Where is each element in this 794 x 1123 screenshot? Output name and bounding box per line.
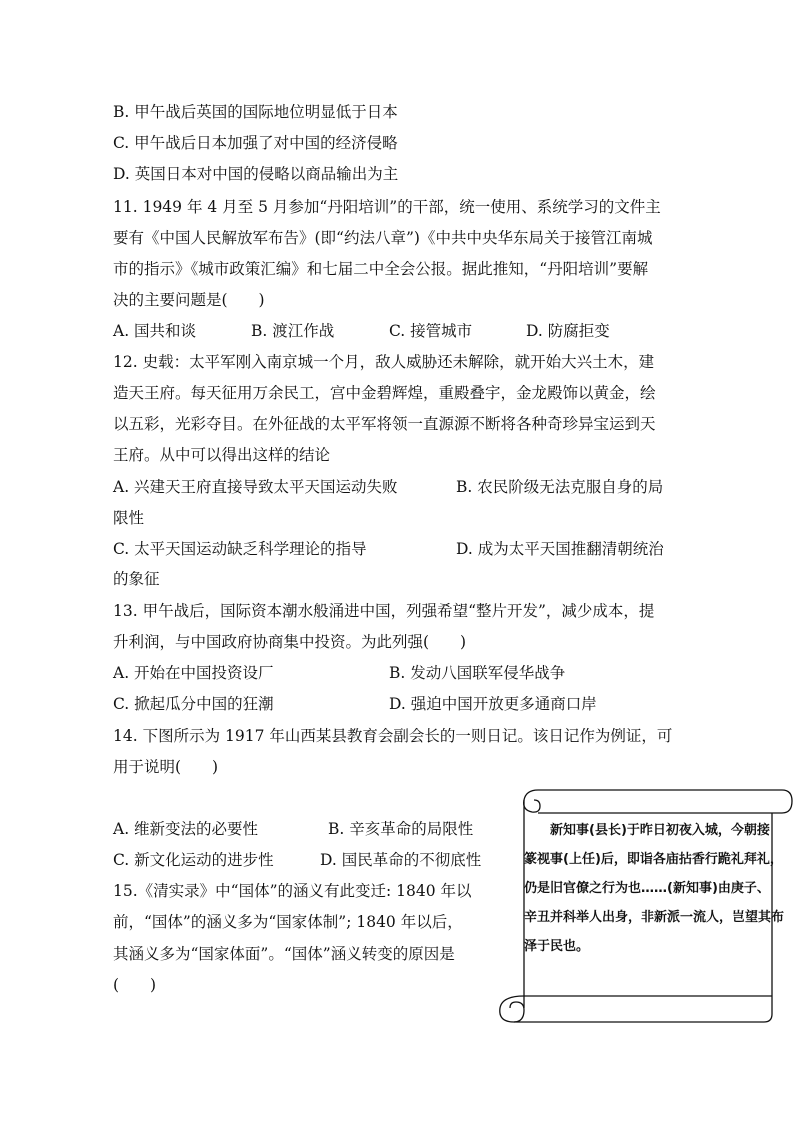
q12-option-c: C. 太平天国运动缺乏科学理论的指导 <box>113 540 367 558</box>
q12-stem-line-3: 以五彩，光彩夺目。在外征战的太平军将领一直源源不断将各种奇珍异宝运到天 <box>113 415 656 433</box>
q11-option-a: A. 国共和谈 <box>113 322 197 340</box>
q10-option-c: C. 甲午战后日本加强了对中国的经济侵略 <box>113 134 398 152</box>
q15-stem-line-3: 其涵义多为“国家体面”。“国体”涵义转变的原因是 <box>113 945 455 963</box>
q12-option-b: B. 农民阶级无法克服自身的局 <box>456 478 664 496</box>
q14-option-d: D. 国民革命的不彻底性 <box>320 851 482 869</box>
q14-stem-line-2: 用于说明( ) <box>113 758 219 776</box>
q12-stem-line-4: 王府。从中可以得出这样的结论 <box>113 446 331 464</box>
q13-option-c: C. 掀起瓜分中国的狂潮 <box>113 695 274 713</box>
q12-option-d: D. 成为太平天国推翻清朝统治 <box>456 540 664 558</box>
q11-stem-line-2: 要有《中国人民解放军布告》(即“约法八章”)《中共中央华东局关于接管江南城 <box>113 229 653 247</box>
q13-option-d: D. 强迫中国开放更多通商口岸 <box>389 695 597 713</box>
q11-stem-line-4: 决的主要问题是( ) <box>113 291 265 309</box>
diary-line: 篆视事(上任)后，即诣各庙拈香行跪礼拜礼， <box>524 852 783 867</box>
q13-stem-line-1: 13. 甲午战后，国际资本潮水般涌进中国，列强希望“整片开发”，减少成本，提 <box>113 602 655 620</box>
diary-line: 泽于民也。 <box>524 939 590 954</box>
q15-stem-line-2: 前，“国体”的涵义多为“国家体制”; 1840 年以后， <box>113 913 463 931</box>
q11-option-d: D. 防腐拒变 <box>526 322 610 340</box>
q15-stem-line-4: ( ) <box>113 976 157 994</box>
diary-line: 仍是旧官僚之行为也……(新知事)由庚子、 <box>524 881 770 896</box>
q10-option-d: D. 英国日本对中国的侵略以商品输出为主 <box>113 165 399 183</box>
q12-option-b-cont: 限性 <box>113 509 145 527</box>
q14-option-a: A. 维新变法的必要性 <box>113 820 259 838</box>
diary-line: 新知事(县长)于昨日初夜入城，今朝接 <box>524 823 770 838</box>
diary-text <box>524 816 785 961</box>
q12-stem-line-2: 造天王府。每天征用万余民工，宫中金碧辉煌，重殿叠宇，金龙殿饰以黄金，绘 <box>113 384 656 402</box>
q14-stem-line-1: 14. 下图所示为 1917 年山西某县教育会副会长的一则日记。该日记作为例证，可 <box>113 727 673 745</box>
diary-line: 辛丑并科举人出身，非新派一流人，岂望其布 <box>524 910 785 925</box>
q10-option-b: B. 甲午战后英国的国际地位明显低于日本 <box>113 103 398 121</box>
q13-stem-line-2: 升利润，与中国政府协商集中投资。为此列强( ) <box>113 633 467 651</box>
q11-option-b: B. 渡江作战 <box>251 322 335 340</box>
q13-option-a: A. 开始在中国投资设厂 <box>113 664 274 682</box>
q11-stem-line-1: 11. 1949 年 4 月至 5 月参加“丹阳培训”的干部，统一使用、系统学习的文件主 <box>113 198 661 216</box>
diary-scroll-figure <box>494 786 794 1026</box>
q11-option-c: C. 接管城市 <box>389 322 473 340</box>
q12-option-a: A. 兴建天王府直接导致太平天国运动失败 <box>113 478 398 496</box>
q11-stem-line-3: 市的指示》《城市政策汇编》和七届二中全会公报。据此推知，“丹阳培训”要解 <box>113 260 649 278</box>
q12-stem-line-1: 12. 史载：太平军刚入南京城一个月，敌人威胁还未解除，就开始大兴土木，建 <box>113 353 655 371</box>
q14-option-b: B. 辛亥革命的局限性 <box>328 820 474 838</box>
q12-option-d-cont: 的象征 <box>113 570 160 588</box>
q13-option-b: B. 发动八国联军侵华战争 <box>389 664 566 682</box>
q14-option-c: C. 新文化运动的进步性 <box>113 851 274 869</box>
q15-stem-line-1: 15.《清实录》中“国体”的涵义有此变迁: 1840 年以 <box>113 882 472 900</box>
